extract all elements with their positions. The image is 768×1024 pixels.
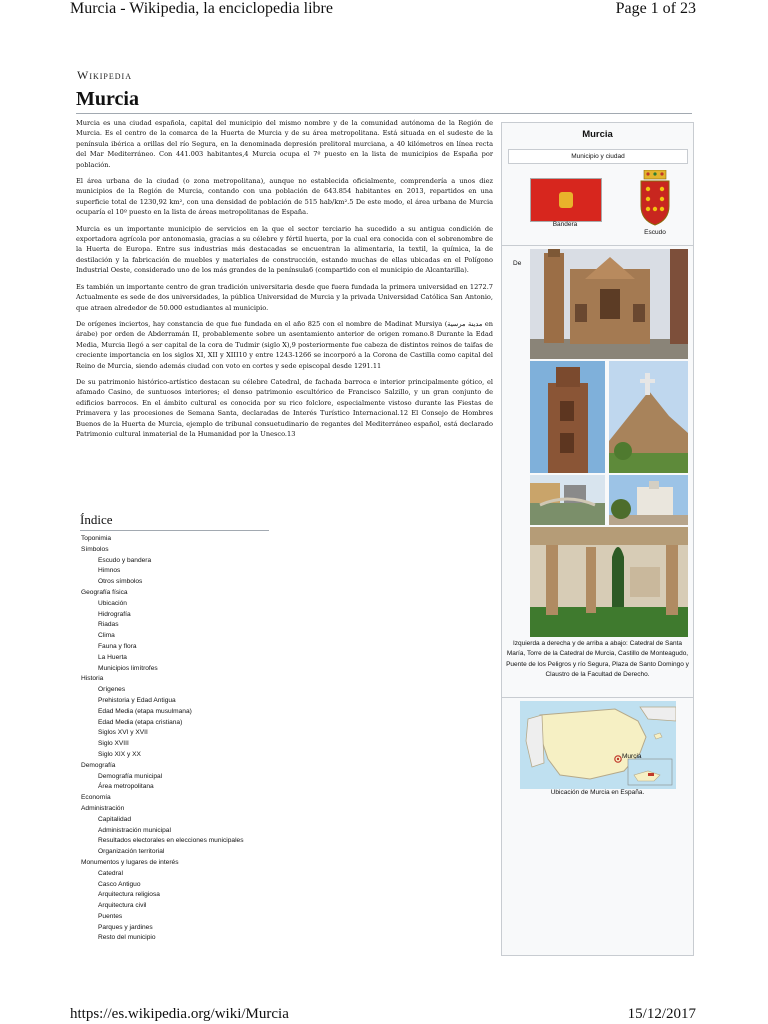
- cathedral-photo[interactable]: [530, 249, 688, 359]
- page-number: Page 1 of 23: [615, 0, 696, 17]
- flag-image[interactable]: [530, 178, 602, 222]
- toc-divider: [80, 530, 269, 531]
- toc-item[interactable]: Clima: [98, 632, 115, 640]
- toc-item[interactable]: Hidrografía: [98, 610, 131, 618]
- toc-item[interactable]: Municipios limítrofes: [98, 664, 158, 672]
- toc-item[interactable]: La Huerta: [98, 653, 127, 661]
- toc-item[interactable]: Prehistoria y Edad Antigua: [98, 696, 176, 704]
- toc-item[interactable]: Demografía municipal: [98, 772, 163, 780]
- title-divider: [76, 113, 692, 114]
- spain-map-icon: [520, 701, 676, 789]
- footer-date: 15/12/2017: [627, 1006, 696, 1022]
- plaza-santo-domingo-photo[interactable]: [609, 475, 688, 525]
- paragraph: De su patrimonio histórico-artístico destacan su célebre Catedral, de fachada barroca e interior principalmente gótico, el afamado Casino, de suntuosos interiores; el denso patrimonio escultórico de Francisco Salzillo, y un gran conjunto de edificios barrocos. En el ámbito cultural es conocida por su rico folclore, especialmente vistoso durante las Fiestas de Primavera y las procesiones de Semana Santa, declaradas de Interés Turístico Internacional.12 El Consejo de Hombres Buenos de la Huerta de Murcia, ejemplo de tribunal consuetudinario de regantes del Mediterráneo español, está declarado Patrimonio cultural inmaterial de la Humanidad por la Unesco.13: [76, 377, 493, 438]
- toc-item[interactable]: Resultados electorales en elecciones municipales: [98, 837, 244, 845]
- infobox-subtitle: Municipio y ciudad: [508, 149, 688, 164]
- puente-peligros-photo[interactable]: [530, 475, 605, 525]
- coat-of-arms-caption[interactable]: Escudo: [644, 229, 666, 236]
- paragraph: Es también un importante centro de gran tradición universitaria desde que fuera fundada la primera universidad en 1272.7 Actualmente es sede de dos universidades, la pública Universidad de Murcia y la privada Universidad Católica San Antonio, que atraen alrededor de 50.000 estudiantes al municipio.: [76, 282, 493, 312]
- photo-caption: Izquierda a derecha y de arriba a abajo: Catedral de Santa María, Torre de la Catedral de Murcia, Castillo de Monteagudo, Puente de los Peligros y río Segura, Plaza de Santo Domingo y Claustro de la Facultad de Derecho.: [506, 640, 689, 679]
- toc-item[interactable]: Ubicación: [98, 599, 127, 607]
- toc-title: Índice: [80, 512, 113, 527]
- toc-item[interactable]: Riadas: [98, 621, 119, 629]
- toc-item[interactable]: Catedral: [98, 869, 123, 877]
- toc-item[interactable]: Área metropolitana: [98, 783, 154, 791]
- paragraph: Murcia es una ciudad española, capital del municipio del mismo nombre y de la comunidad autónoma de la Región de Murcia. Es el centro de la comarca de la Huerta de Murcia y de su área metropolitana. Está situada en el sudeste de la península ibérica a orillas del río Segura, en la denominada depresión prelitoral murciana, a 40 kilómetros en línea recta del Mar Mediterráneo. Con 441.003 habitantes,4 Murcia ocupa el 7º puesto en la lista de municipios de España por población.: [76, 119, 493, 169]
- toc-item[interactable]: Demografía: [81, 761, 116, 769]
- coat-of-arms-icon[interactable]: [638, 170, 672, 226]
- toc-item[interactable]: Siglo XVIII: [98, 740, 129, 748]
- flag-seal-icon: [559, 192, 573, 208]
- flag-caption[interactable]: Bandera: [552, 221, 578, 228]
- toc-item[interactable]: Administración municipal: [98, 826, 171, 834]
- toc-item[interactable]: Casco Antiguo: [98, 880, 141, 888]
- infobox-divider: [502, 697, 693, 698]
- toc-item[interactable]: Siglos XVI y XVII: [98, 729, 148, 737]
- toc-item[interactable]: Orígenes: [98, 686, 126, 694]
- footer-url[interactable]: https://es.wikipedia.org/wiki/Murcia: [70, 1006, 289, 1022]
- toc-item[interactable]: Administración: [81, 804, 125, 812]
- paragraph: El área urbana de la ciudad (o zona metropolitana), aunque no establecida oficialmente, comprendería a unos diez municipios de la Región de Murcia, contando con una población de 643.854 habitantes en 2013, repartidos en una superficie total de 1230,92 km², con una densidad de población de 515 hab/km².5 De este modo, el área urbana de Murcia ocuparía el 10º puesto en la lista de áreas metropolitanas de España.: [76, 177, 493, 217]
- toc-item[interactable]: Parques y jardines: [98, 923, 153, 931]
- toc-item[interactable]: Edad Media (etapa cristiana): [98, 718, 183, 726]
- toc-item[interactable]: Historia: [81, 675, 104, 683]
- toc-item[interactable]: Puentes: [98, 912, 123, 920]
- document-header-title: Murcia - Wikipedia, la enciclopedia libre: [70, 0, 333, 17]
- article-body: [76, 118, 493, 445]
- toc-item[interactable]: Resto del municipio: [98, 934, 156, 942]
- toc-item[interactable]: Otros símbolos: [98, 578, 143, 586]
- toc-item[interactable]: Geografía física: [81, 588, 128, 596]
- toc-item[interactable]: Organización territorial: [98, 848, 165, 856]
- paragraph: Murcia es un importante municipio de servicios en la que el sector terciario ha sucedido a su antigua condición de exportadora agrícola por antonomasia, gracias a su célebre y fértil huerta, por la cual era conocida con el sobrenombre de la Huerta de Europa. Entre sus industrias más destacadas se encuentran la alimentaria, la textil, la química, la de destilación y la fabricación de muebles y materiales de construcción, estando muchas de ellas ubicadas en el Polígono Industrial Oeste, considerado uno de los más grandes de la península6 (compartido con el municipio de Alcantarilla).: [76, 224, 493, 275]
- claustro-derecho-photo[interactable]: [530, 527, 688, 637]
- paragraph: De orígenes inciertos, hay constancia de que fue fundada en el año 825 con el nombre de Madinat Mursiya (مدينة مرسية en árabe) por orden de Abderramán II, probablemente sobre un asentamiento anterior de origen romano.8 Durante la Edad Media, Murcia llegó a ser capital de la cora de Tudmir (siglo X),9 posteriormente fue cabeza de distintos reinos de taifas de creciente importancia en los siglos XI, XII y XIII10 y entre 1243-1266 se incorporó a la Corona de Castilla como capital del Reino de Murcia, siendo además ciudad con voto en cortes y sede episcopal desde 1291.11: [76, 319, 494, 370]
- table-of-contents: [81, 534, 301, 944]
- article-title: Murcia: [76, 88, 139, 110]
- infobox: [501, 122, 694, 956]
- cathedral-tower-photo[interactable]: [530, 361, 605, 473]
- infobox-de-label: De: [513, 260, 522, 267]
- toc-item[interactable]: Monumentos y lugares de interés: [81, 858, 179, 866]
- toc-item[interactable]: Edad Media (etapa musulmana): [98, 707, 192, 715]
- map-caption: Ubicación de Murcia en España.: [550, 789, 645, 796]
- toc-item[interactable]: Toponimia: [81, 535, 112, 542]
- toc-item[interactable]: Símbolos: [81, 545, 109, 553]
- castillo-monteagudo-photo[interactable]: [609, 361, 688, 473]
- toc-item[interactable]: Siglo XIX y XX: [98, 750, 141, 758]
- location-map[interactable]: [520, 701, 676, 789]
- map-marker-label: Murcia: [622, 753, 642, 760]
- toc-item[interactable]: Escudo y bandera: [98, 556, 152, 564]
- toc-item[interactable]: Fauna y flora: [98, 642, 137, 650]
- toc-item[interactable]: Arquitectura civil: [98, 902, 147, 910]
- infobox-title: Murcia: [582, 129, 613, 140]
- infobox-divider: [502, 245, 693, 246]
- toc-item[interactable]: Economía: [81, 794, 111, 802]
- toc-item[interactable]: Himnos: [98, 567, 121, 575]
- toc-item[interactable]: Capitalidad: [98, 815, 131, 823]
- toc-item[interactable]: Arquitectura religiosa: [98, 891, 160, 899]
- wikipedia-logo[interactable]: Wikipedia: [77, 68, 132, 82]
